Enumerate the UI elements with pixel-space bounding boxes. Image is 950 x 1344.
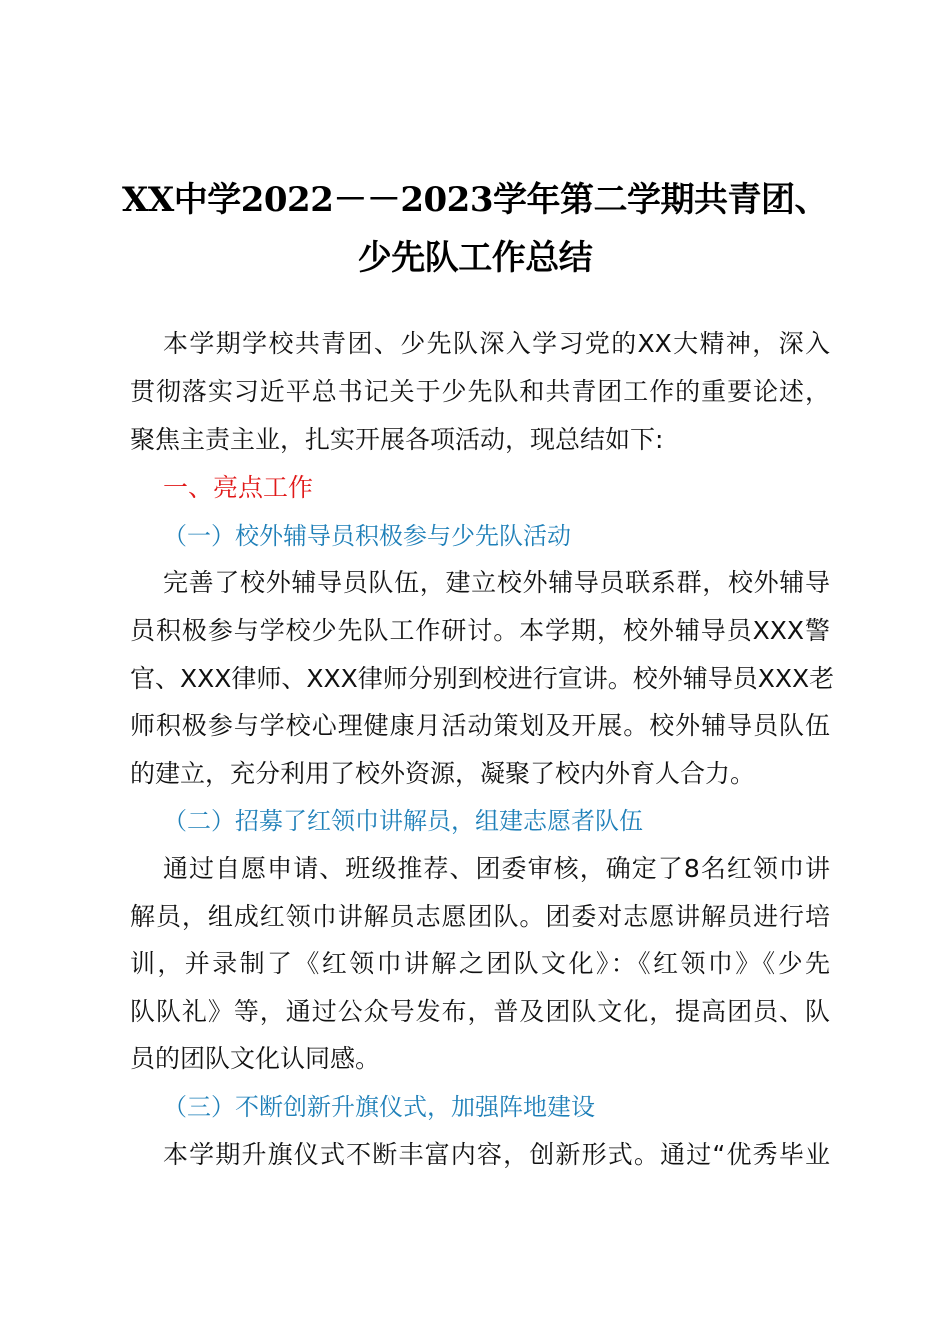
intro-line: 本学期学校共青团、少先队深入学习党的XX大精神，深入 [163, 329, 830, 358]
body-line: 的建立，充分利用了校外资源，凝聚了校内外育人合力。 [130, 759, 756, 788]
body-line: 通过自愿申请、班级推荐、团委审核，确定了8名红领巾讲 [163, 854, 830, 883]
intro-line: 聚焦主责主业，扎实开展各项活动，现总结如下: [130, 425, 664, 454]
body-line: 本学期升旗仪式不断丰富内容，创新形式。通过“优秀毕业 [163, 1140, 830, 1169]
document-title-line-2: 少先队工作总结 [357, 238, 593, 278]
subsection-heading-1: （一）校外辅导员积极参与少先队活动 [163, 522, 571, 550]
body-line: 员的团队文化认同感。 [130, 1044, 381, 1073]
body-line: 解员，组成红领巾讲解员志愿团队。团委对志愿讲解员进行培 [130, 902, 830, 931]
body-line: 官、XXX律师、XXX律师分别到校进行宣讲。校外辅导员XXX老 [130, 664, 835, 693]
subsection-heading-3: （三）不断创新升旗仪式，加强阵地建设 [163, 1093, 595, 1121]
body-line: 员积极参与学校少先队工作研讨。本学期，校外辅导员XXX警 [130, 616, 830, 645]
section-heading-highlights: 一、亮点工作 [163, 473, 314, 502]
body-line: 师积极参与学校心理健康月活动策划及开展。校外辅导员队伍 [130, 711, 830, 740]
intro-line: 贯彻落实习近平总书记关于少先队和共青团工作的重要论述， [130, 377, 830, 406]
body-line: 队队礼》等，通过公众号发布，普及团队文化，提高团员、队 [130, 997, 830, 1026]
document-title-line-1: XX中学2022－－2023学年第二学期共青团、 [121, 180, 829, 220]
body-line: 训，并录制了《红领巾讲解之团队文化》：《红领巾》《少先 [130, 949, 830, 978]
subsection-heading-2: （二）招募了红领巾讲解员，组建志愿者队伍 [163, 807, 643, 835]
body-line: 完善了校外辅导员队伍，建立校外辅导员联系群，校外辅导 [163, 568, 830, 597]
